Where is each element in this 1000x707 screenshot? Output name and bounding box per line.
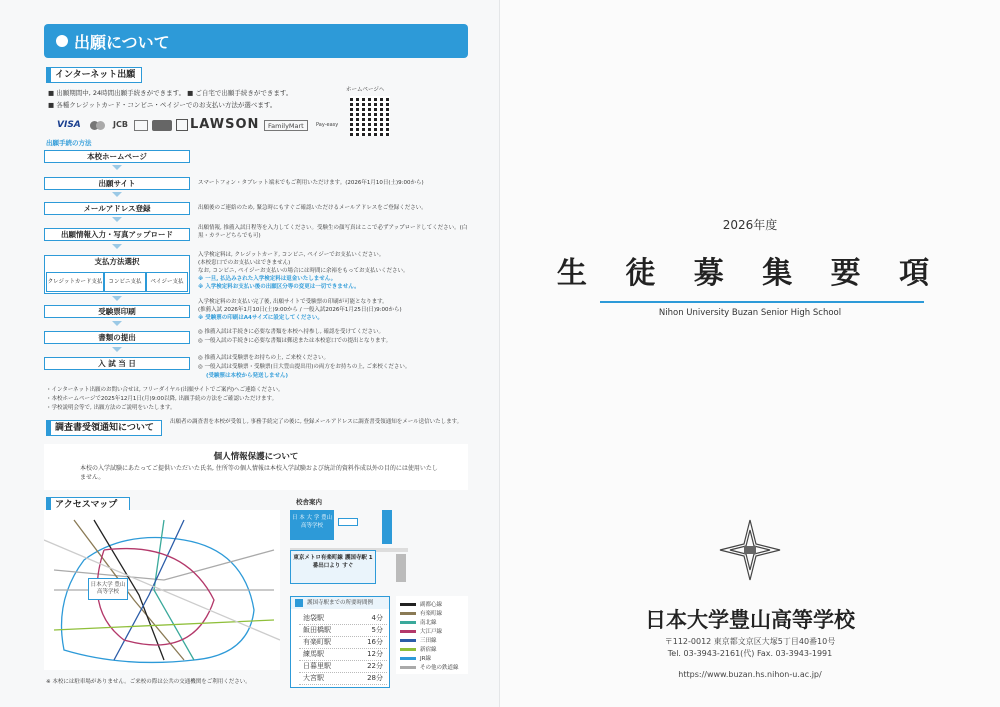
print-note-1: 入学検定料のお支払い完了後, 出願サイトで受験票の印刷が可能となります。 [198,299,388,305]
station-row: 大宮駅 28分 [299,673,387,685]
step-homepage: 本校ホームページ [44,150,190,163]
internet-bullet-2: ■ 各種クレジットカード・コンビニ・ペイジーでのお支払い方法が選べます。 [48,101,277,109]
legend-item: その他の鉄道線 [400,663,466,672]
internet-bullet-1: ■ 出願期間中, 24時間出願手続きができます。 ■ ご自宅で出願手続きができます。 [48,89,293,97]
exam-note-2: ◎ 一般入試は受験票・受験票(日大豊山提出用)の両方をお持ちの上, ご来校ください。 [198,364,411,370]
cover-title: 生 徒 募 集 要 項 [556,256,944,291]
pay-option-credit: クレジットカード支払 [46,272,104,292]
station-row: 練馬駅 12分 [299,649,387,661]
seven-eleven-logo-icon [176,119,188,131]
print-note-3: ※ 受験票の印刷はA4サイズに設定してください。 [198,315,323,321]
arrow-down-icon [112,165,122,170]
notice-heading: 調査書受領通知について [46,420,162,436]
banner-title: 出願について [74,33,170,52]
footnote-3: ・学校説明会等で, 出願方法のご説明をいたします。 [46,405,176,411]
station-row: 飯田橋駅 5分 [299,625,387,637]
procedure-title: 出願手続の方法 [46,139,92,147]
step-payment-label: 支払方法選択 [94,257,140,266]
guide-road-icon [382,510,392,544]
application-banner [44,24,468,58]
familymart-logo-icon: FamilyMart [264,120,308,131]
legend-item: 大江戸線 [400,627,466,636]
station-row: 日暮里駅 22分 [299,661,387,673]
arrow-down-icon [112,192,122,197]
guide-building-icon [338,518,358,526]
arrow-down-icon [112,244,122,249]
pay-note-5: ※ 入学検定料お支払い後の出願区分等の変更は一切できません。 [198,284,360,290]
amex-logo-icon [134,120,148,131]
privacy-heading: 個人情報保護について [213,452,299,462]
legend-item: 新宿線 [400,645,466,654]
qr-code-icon[interactable] [350,96,390,136]
exam-note-1: ◎ 推薦入試は受験票をお持ちの上, ご来校ください。 [198,355,330,361]
cover-phone: Tel. 03-3943-2161(代) Fax. 03-3943-1991 [667,649,833,658]
railway-map-graphic [44,510,280,670]
exam-note-3: (受験票は本校から発送しません) [206,373,289,379]
doc-note-2: ◎ 一般入試の手続きに必要な書類は郵送または本校窓口での提出となります。 [198,338,392,344]
map-school-label: 日本大学 豊山高等学校 [88,578,128,600]
station-row: 池袋駅 4分 [299,613,387,625]
step-application-site: 出願サイト [44,177,190,190]
pay-note-2: (本校窓口でのお支払いはできません) [198,260,291,266]
guide-side-road-icon [396,554,406,582]
pay-note-1: 入学検定料は, クレジットカード, コンビニ, ペイジーでお支払いください。 [198,252,385,258]
print-note-2: (推薦入試 2026年1月10日(土)9:00から / 一般入試2026年1月25日(日)9:00から) [198,307,402,313]
guide-station-note: 東京メトロ有楽町線 護国寺駅 1 番出口より すぐ [290,550,376,584]
campus-guide [290,498,410,590]
payeasy-logo-icon: Pay-easy [316,122,339,128]
access-map[interactable] [44,510,280,670]
arrow-down-icon [112,217,122,222]
step-print-ticket: 受験票印刷 [44,305,190,318]
arrow-down-icon [112,347,122,352]
visa-logo-icon: VISA [57,120,81,130]
diners-logo-icon [152,120,172,131]
footnote-1: ・インターネット出願のお問い合せは, フリーダイヤル(出願サイトでご案内)へご連絡ください。 [46,387,284,393]
cover-year: 2026年度 [722,218,778,232]
jcb-logo-icon: JCB [113,120,128,129]
right-page [500,0,1000,707]
step-email-registration: メールアドレス登録 [44,202,190,215]
legend-item: 副都心線 [400,600,466,609]
mastercard-logo-icon [90,121,106,130]
station-times-box [290,596,390,688]
step-email-note: 出願後のご連絡のため, 緊急時にもすぐご確認いただけるメールアドレスをご登録ください。 [198,205,427,211]
footnote-2: ・本校ホームページで2025年12月1日(月)9:00以降, 出願手続の方法をご確認いただけます。 [46,396,278,402]
cover-school-name: 日本大学豊山高等学校 [645,608,855,632]
arrow-down-icon [112,296,122,301]
pay-option-convenience: コンビニ支払 [104,272,146,292]
cover-english-name: Nihon University Buzan Senior High School [658,308,842,318]
access-map-heading: アクセスマップ [46,497,130,513]
legend-item: 南北線 [400,618,466,627]
internet-heading: インターネット出願 [46,67,142,83]
step-application-site-note: スマートフォン・タブレット端末でもご利用いただけます。(2026年1月10日(土)9:00から) [198,180,424,186]
cover-website-link[interactable]: https://www.buzan.hs.nihon-u.ac.jp/ [678,670,822,679]
step-submit-documents: 書類の提出 [44,331,190,344]
legend-item: JR線 [400,654,466,663]
station-row: 有楽町駅 16分 [299,637,387,649]
arrow-down-icon [112,321,122,326]
legend-item: 三田線 [400,636,466,645]
train-icon [295,599,303,607]
pay-note-4: ※ 一旦, 払込みされた入学検定料は返金いたしません。 [198,276,337,282]
lawson-logo-icon: LAWSON [190,117,260,132]
school-emblem-icon [718,518,782,582]
cover-divider [600,301,924,303]
qr-label: ホームページへ [346,87,385,93]
notice-text: 出願者の調査書を本校が受領し, 事務手続完了の後に, 登録メールアドレスに調査書受領通知をメール送信いたします。 [170,419,463,425]
bullet-icon [56,35,68,47]
guide-title: 校舎案内 [296,498,322,506]
pay-option-payeasy: ペイジー支払 [146,272,188,292]
map-footnote: ※ 本校には駐車場がありません。ご来校の際は公共の交通機関をご利用ください。 [46,679,251,685]
stations-title: 護国寺駅までの所要時間例 [291,597,389,609]
line-legend [396,596,468,674]
cover-address: 〒112-0012 東京都文京区大塚5丁目40番10号 [664,637,836,646]
pay-note-3: なお, コンビニ, ペイジーお支払いの場合には時間に余裕をもってお支払いください。 [198,268,409,274]
privacy-text: 本校の入学試験にあたってご提供いただいた氏名, 住所等の個人情報は本校入学試験および統計的資料作成以外の目的には使用いたしません。 [80,465,438,481]
guide-school-block: 日 本 大 学 豊山高等学校 [290,510,334,540]
step-info-note: 出願情報, 推薦入試日程等を入力してください。受験生の顔写真はここで必ずアップロードしてください。(白黒・カラーどちらでも可) [198,225,468,239]
step-exam-day: 入 試 当 日 [44,357,190,370]
legend-item: 有楽町線 [400,609,466,618]
step-info-photo-upload: 出願情報入力・写真アップロード [44,228,190,241]
privacy-box [44,444,468,490]
doc-note-1: ◎ 推薦入試は手続きに必要な書類を本校へ持参し, 確認を受けてください。 [198,329,385,335]
